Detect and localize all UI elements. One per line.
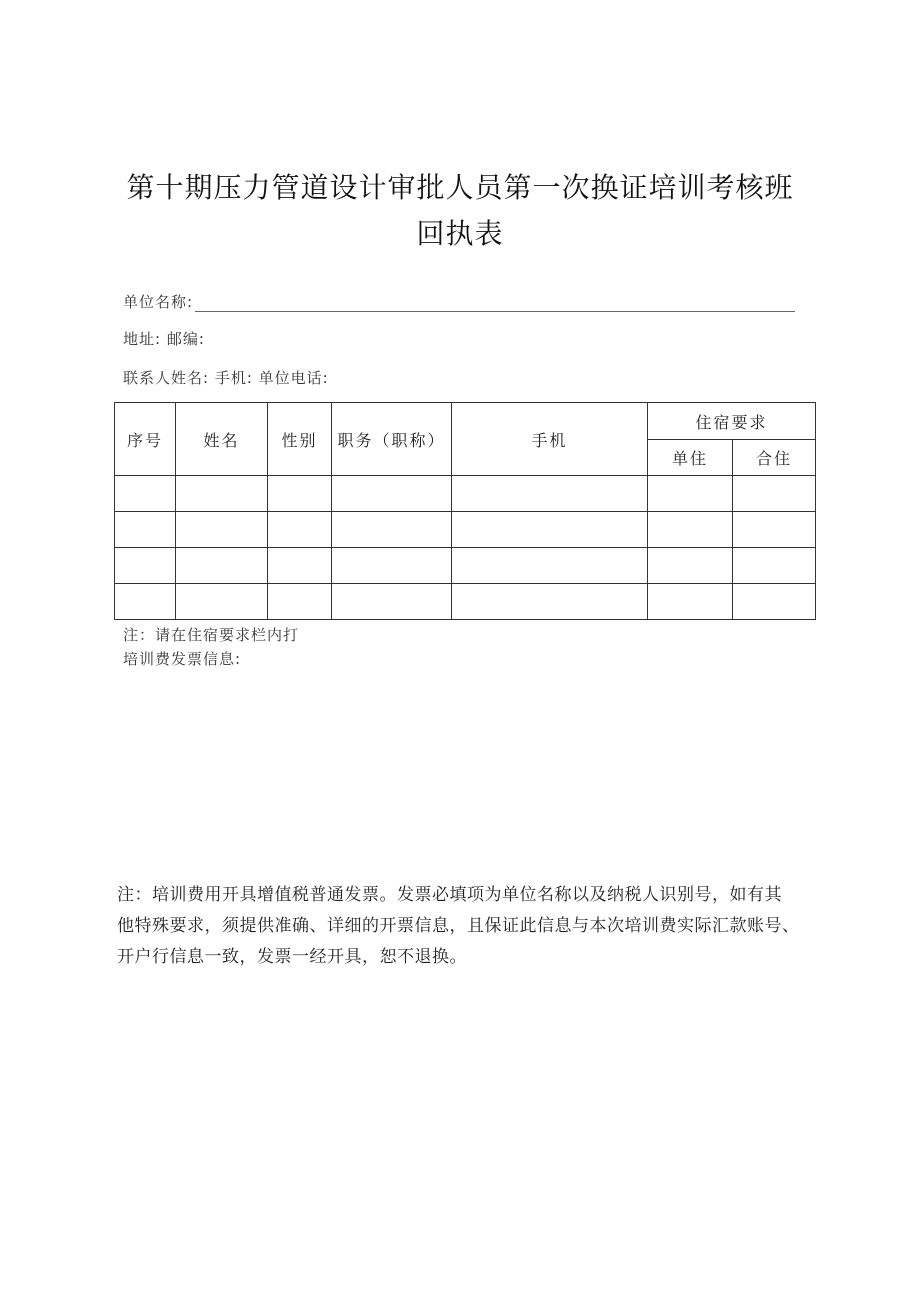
invoice-note-line-1: 注：培训费用开具增值税普通发票。发票必填项为单位名称以及纳税人识别号，如有其 <box>117 885 782 905</box>
cell-seq[interactable] <box>115 512 176 548</box>
cell-name[interactable] <box>176 476 268 512</box>
unit-name-underline[interactable] <box>195 295 795 312</box>
cell-name[interactable] <box>176 512 268 548</box>
lodging-tick-note: 注：请在住宿要求栏内打 <box>123 626 300 644</box>
table-row <box>115 476 816 512</box>
cell-shared-room[interactable] <box>733 512 816 548</box>
cell-shared-room[interactable] <box>733 548 816 584</box>
header-seq: 序号 <box>115 403 176 476</box>
cell-mobile[interactable] <box>452 584 648 620</box>
contact-info-label: 联系人姓名: 手机: 单位电话: <box>123 369 329 387</box>
cell-position[interactable] <box>332 476 452 512</box>
cell-position[interactable] <box>332 512 452 548</box>
cell-single-room[interactable] <box>648 512 733 548</box>
invoice-note-line-2: 他特殊要求，须提供准确、详细的开票信息，且保证此信息与本次培训费实际汇款账号、 <box>117 916 800 936</box>
cell-mobile[interactable] <box>452 548 648 584</box>
table-row <box>115 548 816 584</box>
page-title-line-2: 回执表 <box>416 217 504 250</box>
cell-name[interactable] <box>176 548 268 584</box>
invoice-note <box>117 880 817 973</box>
cell-gender[interactable] <box>268 548 332 584</box>
cell-seq[interactable] <box>115 476 176 512</box>
cell-mobile[interactable] <box>452 512 648 548</box>
unit-name-label: 单位名称: <box>123 293 194 311</box>
page-title-line-1: 第十期压力管道设计审批人员第一次换证培训考核班 <box>126 171 794 204</box>
header-gender: 性别 <box>268 403 332 476</box>
header-name: 姓名 <box>176 403 268 476</box>
table-row <box>115 512 816 548</box>
header-shared-room: 合住 <box>733 440 816 476</box>
table-row <box>115 584 816 620</box>
cell-gender[interactable] <box>268 584 332 620</box>
cell-seq[interactable] <box>115 548 176 584</box>
cell-single-room[interactable] <box>648 476 733 512</box>
header-position: 职务（职称） <box>332 403 452 476</box>
unit-name-field[interactable] <box>123 291 795 312</box>
cell-seq[interactable] <box>115 584 176 620</box>
invoice-info-label: 培训费发票信息: <box>123 650 242 668</box>
cell-gender[interactable] <box>268 512 332 548</box>
cell-mobile[interactable] <box>452 476 648 512</box>
registration-table <box>114 402 816 620</box>
invoice-note-line-3: 开户行信息一致，发票一经开具，恕不退换。 <box>117 947 467 967</box>
cell-single-room[interactable] <box>648 548 733 584</box>
cell-gender[interactable] <box>268 476 332 512</box>
cell-shared-room[interactable] <box>733 584 816 620</box>
header-mobile: 手机 <box>452 403 648 476</box>
cell-name[interactable] <box>176 584 268 620</box>
cell-single-room[interactable] <box>648 584 733 620</box>
header-single-room: 单住 <box>648 440 733 476</box>
cell-position[interactable] <box>332 584 452 620</box>
address-postcode-label: 地址: 邮编: <box>123 330 205 348</box>
cell-position[interactable] <box>332 548 452 584</box>
cell-shared-room[interactable] <box>733 476 816 512</box>
header-lodging: 住宿要求 <box>648 403 816 440</box>
